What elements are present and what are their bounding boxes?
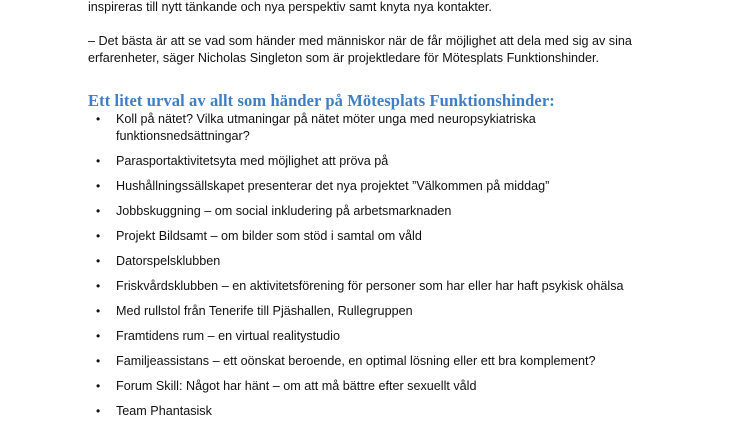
list-item-text: Datorspelsklubben xyxy=(116,254,221,268)
quote-paragraph xyxy=(88,33,728,67)
bullet-icon: • xyxy=(96,404,101,418)
list-item xyxy=(88,178,728,195)
quote-line-1: – Det bästa är att se vad som händer med människor när de får möjlighet att dela med sig av sina xyxy=(88,34,632,48)
list-item xyxy=(88,328,728,345)
list-item xyxy=(88,153,728,170)
list-item xyxy=(88,253,728,270)
bullet-icon: • xyxy=(96,229,101,243)
bullet-icon: • xyxy=(96,379,101,393)
list-item-text: Familjeassistans – ett oönskat beroende, en optimal lösning eller ett bra komplement? xyxy=(116,354,596,368)
list-item-text: Hushållningssällskapet presenterar det nya projektet ”Välkommen på middag” xyxy=(116,179,550,193)
section-heading: Ett litet urval av allt som händer på Mötesplats Funktionshinder: xyxy=(88,91,555,110)
list-item xyxy=(88,353,728,370)
list-item-text: Team Phantasisk xyxy=(116,404,212,418)
bullet-icon: • xyxy=(96,354,101,368)
bullet-icon: • xyxy=(96,329,101,343)
list-item-text: Projekt Bildsamt – om bilder som stöd i samtal om våld xyxy=(116,229,422,243)
list-item xyxy=(88,378,728,395)
list-item-text: Framtidens rum – en virtual realitystudio xyxy=(116,329,340,343)
list-item-text-continued: funktionsnedsättningar? xyxy=(116,129,250,143)
bullet-icon: • xyxy=(96,254,101,268)
list-item xyxy=(88,203,728,220)
bullet-icon: • xyxy=(96,154,101,168)
intro-paragraph: inspireras till nytt tänkande och nya perspektiv samt knyta nya kontakter. xyxy=(88,0,492,14)
list-item-text: Forum Skill: Något har hänt – om att må bättre efter sexuellt våld xyxy=(116,379,477,393)
list-item-text: Koll på nätet? Vilka utmaningar på nätet möter unga med neuropsykiatriska xyxy=(116,112,536,126)
list-item xyxy=(88,228,728,245)
bullet-icon: • xyxy=(96,304,101,318)
activity-list xyxy=(88,111,728,420)
list-item-text: Friskvårdsklubben – en aktivitetsförening för personer som har eller har haft psykisk ohälsa xyxy=(116,279,624,293)
list-item-text: Parasportaktivitetsyta med möjlighet att pröva på xyxy=(116,154,389,168)
list-item-text: Med rullstol från Tenerife till Pjäshallen, Rullegruppen xyxy=(116,304,413,318)
bullet-icon: • xyxy=(96,112,101,126)
list-item xyxy=(88,278,728,295)
bullet-icon: • xyxy=(96,179,101,193)
list-item-text: Jobbskuggning – om social inkludering på arbetsmarknaden xyxy=(116,204,452,218)
list-item xyxy=(88,303,728,320)
bullet-icon: • xyxy=(96,279,101,293)
bullet-icon: • xyxy=(96,204,101,218)
document-page xyxy=(88,0,728,428)
list-item xyxy=(88,403,728,420)
list-item xyxy=(88,111,728,145)
quote-line-2: erfarenheter, säger Nicholas Singleton som är projektledare för Mötesplats Funktionshinder. xyxy=(88,51,600,65)
